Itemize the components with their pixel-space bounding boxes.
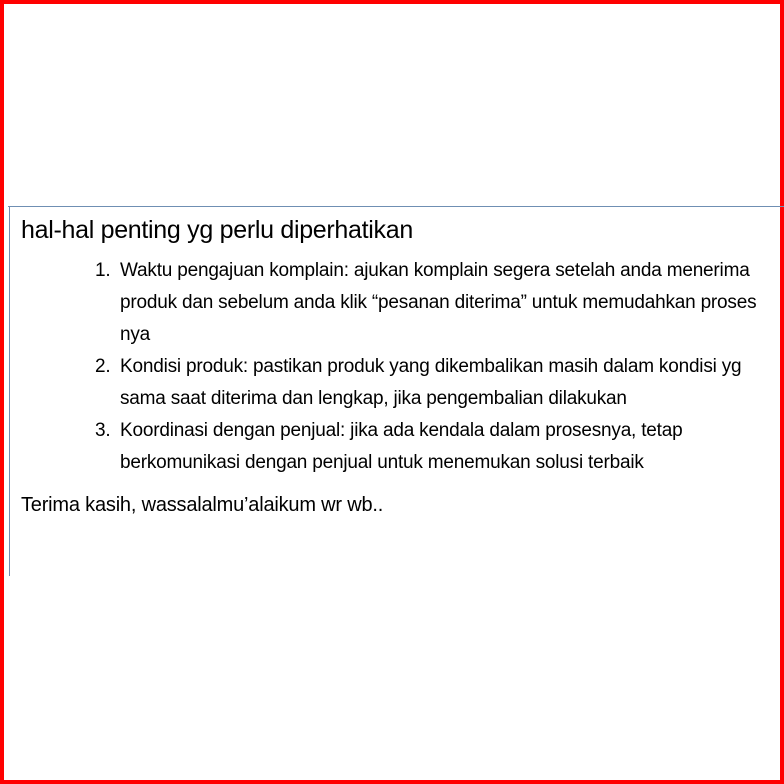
list-item-number: 3. [95, 420, 111, 441]
list-item-number: 2. [95, 356, 111, 377]
list-item-text: Koordinasi dengan penjual: jika ada kendala dalam prosesnya, tetap berkomunikasi dengan penjual untuk menemukan solusi terbaik [120, 420, 683, 473]
list-item [21, 255, 771, 351]
list-item-text: Kondisi produk: pastikan produk yang dikembalikan masih dalam kondisi yg sama saat diterima dan lengkap, jika pengembalian dilakukan [120, 356, 742, 409]
list-item-text: Waktu pengajuan komplain: ajukan komplain segera setelah anda menerima produk dan sebelum anda klik “pesanan diterima” untuk memudahkan proses nya [120, 260, 757, 345]
closing-text: Terima kasih, wassalalmu’alaikum wr wb.. [21, 494, 384, 516]
document-content [21, 212, 771, 542]
document-heading: hal-hal penting yg perlu diperhatikan [21, 216, 413, 244]
divider-line-top [8, 206, 784, 207]
list-item-number: 1. [95, 260, 111, 281]
list-item [21, 415, 771, 479]
numbered-list [21, 255, 771, 479]
divider-line-left [9, 206, 10, 576]
list-item [21, 351, 771, 415]
